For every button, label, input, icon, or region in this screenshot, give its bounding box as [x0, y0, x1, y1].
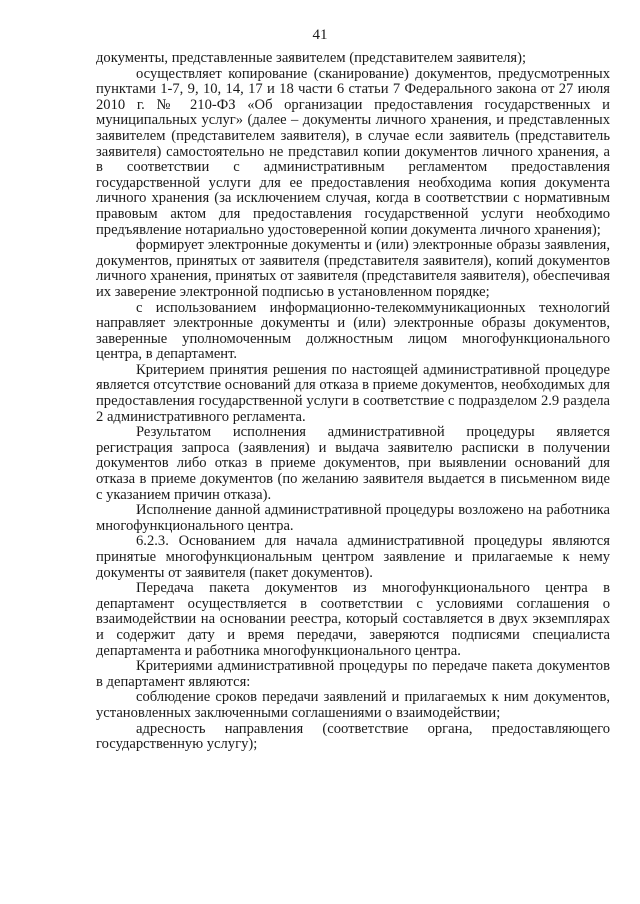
paragraph-section-6-2-3: 6.2.3. Основанием для начала административной процедуры являются принятые многофункциональным центром заявление и прилагаемые к нему документы от заявителя (пакет документов).: [96, 533, 610, 581]
paragraph-copying-documents: осуществляет копирование (сканирование) документов, предусмотренных пунктами 1-7, 9, 10, 14, 17 и 18 части 6 статьи 7 Федерального закона от 27 июля 2010 г. № 210-ФЗ «Об организации предоставления государственных и муниципальных услуг» (далее – документы личного хранения, и представленных заявителем (представителем заявителя), в случае если заявитель (представитель заявителя) самостоятельно не представил копии документов личного хранения, а в соответствии с административным регламентом предоставления государственной услуги для ее предоставления необходима копия документа личного хранения (за исключением случая, когда в соответствии с нормативным правовым актом для предоставления государственной услуги необходимо предъявление нотариально удостоверенной копии документа личного хранения);: [96, 65, 610, 238]
paragraph-procedure-result: Результатом исполнения административной процедуры является регистрация запроса (заявления) и выдача заявителю расписки в получении документов либо отказ в приеме документов, при выявлении оснований для отказа в приеме документов (по желанию заявителя выдается в письменном виде с указанием причин отказа).: [96, 424, 610, 503]
paragraph-addressing: адресность направления (соответствие органа, предоставляющего государственную услугу);: [96, 720, 610, 753]
paragraph-package-transfer: Передача пакета документов из многофункционального центра в департамент осуществляется в соответствии с условиями соглашения о взаимодействии на основании реестра, который составляется в двух экземплярах и содержит дату и время передачи, заверяются подписями специалиста департамента и работника многофункционального центра.: [96, 580, 610, 659]
paragraph-ict-transfer: с использованием информационно-телекоммуникационных технологий направляет электронные документы и (или) электронные образы документов, заверенные уполномоченным должностным лицом многофункционального центра, в департамент.: [96, 299, 610, 363]
paragraph-electronic-documents: формирует электронные документы и (или) электронные образы заявления, документов, принятых от заявителя (представителя заявителя), копий документов личного хранения, принятых от заявителя (представителя заявителя), обеспечивая их заверение электронной подписью в установленном порядке;: [96, 237, 610, 300]
paragraph-transfer-criteria: Критериями административной процедуры по передаче пакета документов в департамент являются:: [96, 658, 610, 690]
document-body: [96, 51, 610, 753]
paragraph-continuation: документы, представленные заявителем (представителем заявителя);: [96, 50, 527, 66]
paragraph-decision-criterion: Критерием принятия решения по настоящей административной процедуре является отсутствие оснований для отказа в приеме документов, необходимых для предоставления государственной услуги в соответствие с подразделом 2.9 раздела 2 административного регламента.: [96, 361, 610, 425]
paragraph-procedure-execution: Исполнение данной административной процедуры возложено на работника многофункционального центра.: [96, 502, 610, 534]
paragraph-deadline-compliance: соблюдение сроков передачи заявлений и прилагаемых к ним документов, установленных заключенными соглашениями о взаимодействии;: [96, 689, 610, 721]
page-number: 41: [312, 27, 328, 43]
